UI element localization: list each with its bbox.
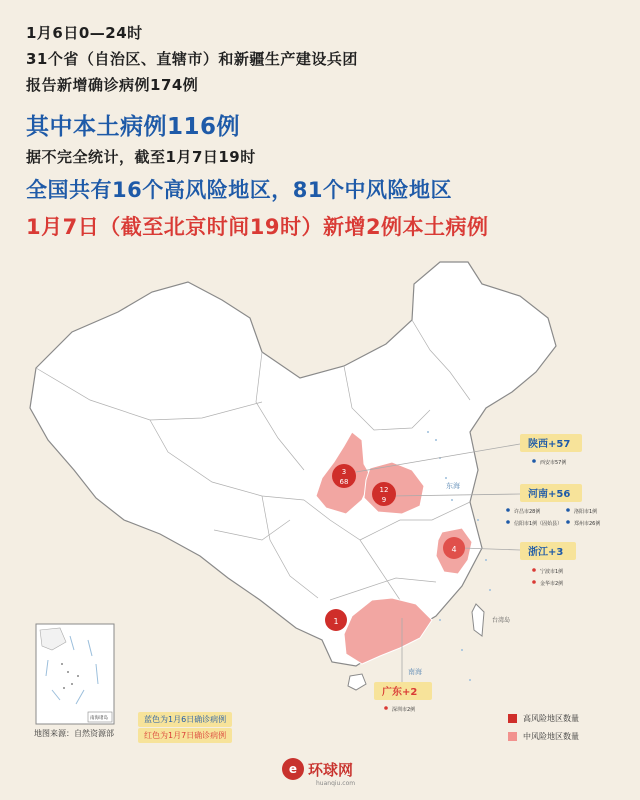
callout-henan-item-4: 郑州市26例 [574, 521, 601, 527]
marker-zhejiang-mid: 4 [451, 545, 457, 554]
hainan-island [348, 674, 366, 690]
legend-mid-risk-label: 中风险地区数量 [523, 732, 579, 741]
marker-guangdong [325, 609, 347, 631]
headline-scope: 31个省（自治区、直辖市）和新疆生产建设兵团 [26, 50, 358, 68]
taiwan-island [472, 604, 484, 636]
red-color-note: 红色为1月7日确诊病例 [138, 728, 232, 743]
sea-south-label: 南海 [408, 668, 422, 676]
headline-jan7-cases: 1月7日（截至北京时间19时）新增2例本土病例 [26, 215, 489, 239]
inset-title: 南海诸岛 [90, 716, 108, 721]
south-china-sea-inset [36, 624, 114, 724]
map-source: 地图来源：自然资源部 [34, 729, 114, 738]
callout-henan-item-1: 许昌市28例 [514, 509, 541, 515]
marker-shaanxi-mid: 68 [339, 478, 349, 486]
marker-henan-mid: 9 [381, 496, 387, 504]
headline-date: 1月6日0—24时 [26, 24, 143, 42]
legend-high-risk-label: 高风险地区数量 [523, 714, 579, 723]
headline-local-cases: 其中本土病例116例 [26, 114, 241, 140]
sea-east-label: 东海 [446, 482, 460, 490]
blue-color-note: 蓝色为1月6日确诊病例 [138, 712, 232, 727]
headline-new-cases: 报告新增确诊病例174例 [26, 76, 199, 94]
marker-henan-high: 12 [379, 486, 389, 494]
callout-shaanxi-item: 西安市57例 [540, 460, 567, 466]
callout-zhejiang-item-2: 金华市2例 [540, 581, 564, 587]
callout-henan-title: 河南+56 [528, 489, 571, 500]
globe-icon: e [282, 758, 304, 780]
huanqiu-logo [282, 758, 353, 780]
callout-henan-item-2: 洛阳市1例 [574, 509, 598, 515]
callout-zhejiang-title: 浙江+3 [528, 547, 564, 558]
callout-zhejiang [520, 542, 576, 587]
marker-shaanxi [332, 464, 356, 488]
taiwan-label: 台湾岛 [492, 617, 511, 624]
headline-risk-areas: 全国共有16个高风险地区，81个中风险地区 [26, 178, 452, 202]
callout-shaanxi [520, 434, 582, 466]
marker-guangdong-mid: 1 [333, 617, 339, 626]
callout-guangdong [374, 682, 432, 713]
headline-stat-note: 据不完全统计，截至1月7日19时 [26, 148, 256, 166]
legend-high-risk [508, 713, 579, 724]
callout-shaanxi-title: 陕西+57 [528, 439, 571, 450]
marker-shaanxi-high: 3 [341, 468, 347, 476]
callout-guangdong-title: 广东+2 [382, 687, 418, 698]
marker-zhejiang [443, 537, 465, 559]
callout-henan [506, 484, 600, 527]
high-risk-swatch [508, 714, 517, 723]
logo-url: huanqiu.com [316, 780, 356, 787]
legend-mid-risk [508, 731, 579, 742]
marker-henan [372, 482, 396, 506]
callout-zhejiang-item-1: 宁波市1例 [540, 569, 564, 575]
logo-name: 环球网 [308, 760, 354, 779]
mid-risk-swatch [508, 732, 517, 741]
callout-guangdong-item: 深圳市2例 [392, 707, 416, 713]
callout-henan-item-3: 信阳市1例（固始县） [514, 521, 563, 527]
